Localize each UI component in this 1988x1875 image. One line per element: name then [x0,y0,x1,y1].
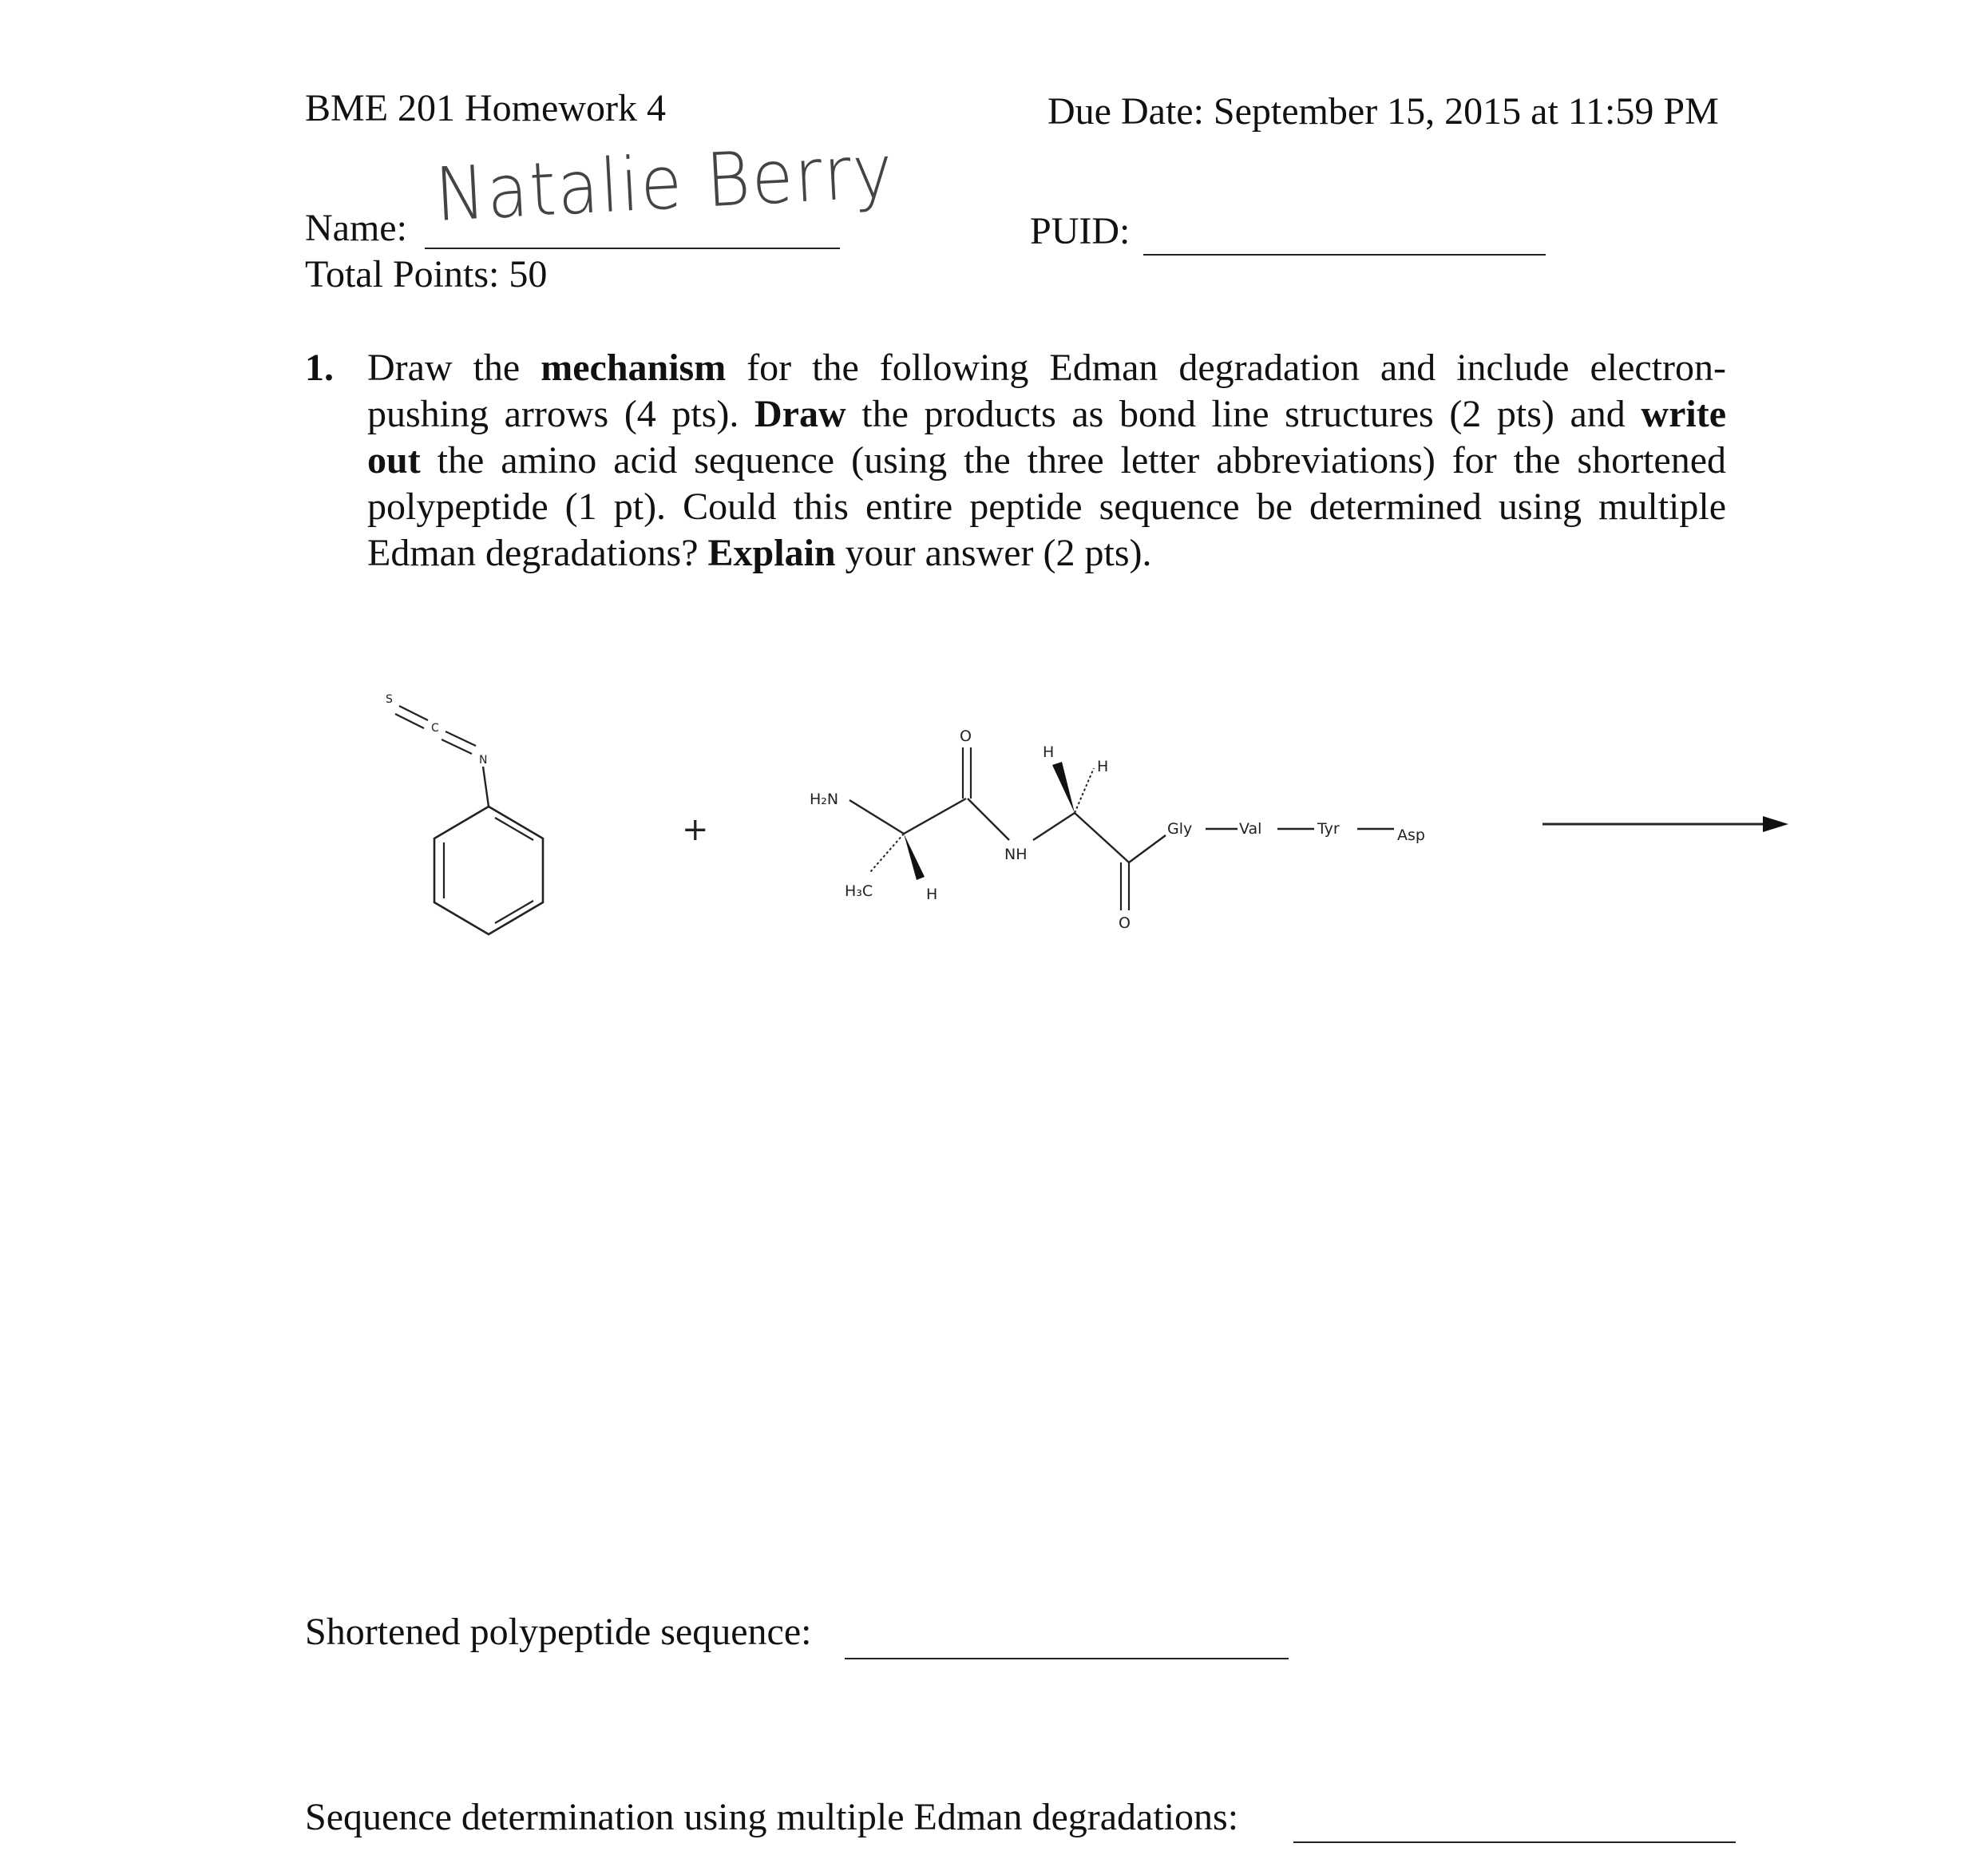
residue-gly: Gly [1167,820,1193,838]
question-text-segment: Draw the [367,347,541,389]
determination-label: Sequence determination using multiple Edman degradations: [305,1796,1239,1838]
name-label: Name: [305,207,407,249]
question-line [367,438,1726,484]
question-text [367,345,1726,577]
question-1 [305,345,1726,577]
question-keyword: write [1641,393,1726,435]
question-number: 1. [305,347,334,389]
question-keyword: out [367,439,421,482]
question-keyword: mechanism [541,347,727,389]
question-line [367,391,1726,438]
plus-sign: + [682,811,709,848]
reaction-arrow-icon [1542,816,1788,832]
determination-field[interactable] [1293,1841,1736,1843]
question-keyword: Explain [707,532,836,574]
puid-label: PUID: [1030,210,1131,252]
atom-c: C [431,722,439,735]
phenyl-isothiocyanate [386,693,543,934]
due-date: Due Date: September 15, 2015 at 11:59 PM [1047,90,1719,133]
atom-o-bottom: O [1119,914,1131,932]
question-text-segment: pushing arrows (4 pts). [367,393,754,435]
question-text-segment: Edman degradations? [367,532,708,574]
atom-s: S [386,693,393,706]
question-line [367,345,1726,391]
question-line [367,530,1726,577]
name-handwritten: Natalie Berry [433,128,897,238]
question-line [367,484,1726,530]
question-text-segment: the products as bond line structures (2 pts) and [845,393,1641,435]
residue-tyr: Tyr [1317,820,1340,838]
shortened-sequence-field[interactable] [845,1658,1289,1659]
residue-asp: Asp [1397,827,1425,844]
atom-h-alpha2: H [1043,743,1055,761]
atom-nh: NH [1004,846,1028,863]
question-text-segment: the amino acid sequence (using the three letter abbreviations) for the shortened [420,439,1726,482]
atom-h-wedge: H [1097,758,1109,775]
atom-h-alpha1: H [926,886,938,903]
question-text-segment: your answer (2 pts). [835,532,1152,574]
shortened-sequence-label: Shortened polypeptide sequence: [305,1611,812,1653]
atom-n: N [479,754,488,767]
atom-o-top: O [960,727,972,745]
course-title: BME 201 Homework 4 [305,87,666,129]
question-text-segment: for the following Edman degradation and include electron- [726,347,1727,389]
edman-reaction-scheme [0,671,1988,958]
peptide-structure [810,727,1425,932]
total-points: Total Points: 50 [305,253,548,295]
name-field-line[interactable] [425,248,840,249]
atom-h2n: H₂N [810,791,839,808]
atom-h3c: H₃C [845,882,873,900]
residue-val: Val [1239,820,1262,838]
question-text-segment: polypeptide (1 pt). Could this entire peptide sequence be determined using multiple [367,486,1726,528]
question-keyword: Draw [754,393,846,435]
puid-field-line[interactable] [1143,254,1546,256]
